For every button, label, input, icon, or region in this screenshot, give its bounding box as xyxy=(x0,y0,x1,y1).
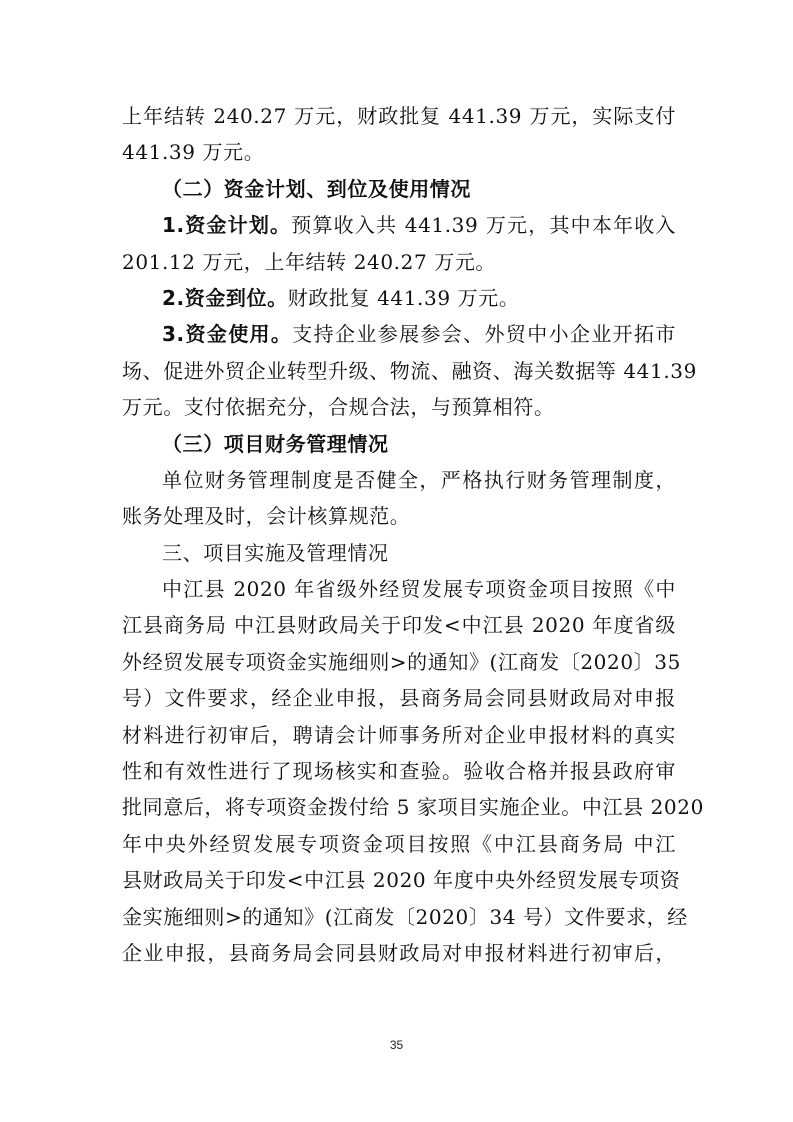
paragraph-funds-arrival: 2.资金到位。财政批复 441.39 万元。 xyxy=(162,285,520,310)
paragraph-implementation-line-2: 江县商务局 中江县财政局关于印发<中江县 2020 年度省级 xyxy=(122,613,676,638)
section-heading-funds-plan: （二）资金计划、到位及使用情况 xyxy=(162,176,471,201)
paragraph-implementation-line-7: 批同意后，将专项资金拨付给 5 家项目实施企业。中江县 2020 xyxy=(122,795,704,820)
paragraph-funds-plan-line-1: 1.资金计划。预算收入共 441.39 万元，其中本年收入 xyxy=(162,213,676,238)
paragraph-implementation-line-9: 县财政局关于印发<中江县 2020 年度中央外经贸发展专项资 xyxy=(122,868,681,893)
section-heading-financial-management: （三）项目财务管理情况 xyxy=(162,431,389,456)
paragraph-funds-use-line-2: 场、促进外贸企业转型升级、物流、融资、海关数据等 441.39 xyxy=(122,358,697,383)
funds-plan-lead: 1.资金计划。 xyxy=(162,213,292,238)
funds-use-lead: 3.资金使用。 xyxy=(162,322,293,347)
paragraph-implementation-line-1: 中江县 2020 年省级外经贸发展专项资金项目按照《中 xyxy=(162,577,676,602)
paragraph-funds-use-line-1: 3.资金使用。支持企业参展参会、外贸中小企业开拓市 xyxy=(162,322,676,347)
body-line-1: 上年结转 240.27 万元，财政批复 441.39 万元，实际支付 xyxy=(122,104,676,128)
paragraph-implementation-line-11: 企业申报，县商务局会同县财政局对申报材料进行初审后， xyxy=(122,940,676,965)
paragraph-funds-plan-line-2: 201.12 万元，上年结转 240.27 万元。 xyxy=(122,249,497,274)
paragraph-implementation-line-3: 外经贸发展专项资金实施细则>的通知》(江商发〔2020〕35 xyxy=(122,649,681,674)
paragraph-funds-use-line-3: 万元。支付依据充分，合规合法，与预算相符。 xyxy=(122,395,555,420)
chapter-heading-implementation: 三、项目实施及管理情况 xyxy=(162,540,389,565)
paragraph-financial-management-line-1: 单位财务管理制度是否健全，严格执行财务管理制度， xyxy=(162,467,676,492)
paragraph-implementation-line-6: 性和有效性进行了现场核实和查验。验收合格并报县政府审 xyxy=(122,759,676,784)
page-number: 35 xyxy=(389,1038,404,1052)
funds-arrival-lead: 2.资金到位。 xyxy=(162,285,288,310)
paragraph-financial-management-line-2: 账务处理及时，会计核算规范。 xyxy=(122,504,411,529)
paragraph-implementation-line-8: 年中央外经贸发展专项资金项目按照《中江县商务局 中江 xyxy=(122,831,676,856)
paragraph-implementation-line-10: 金实施细则>的通知》(江商发〔2020〕34 号）文件要求，经 xyxy=(122,904,688,929)
body-line-2: 441.39 万元。 xyxy=(122,140,265,165)
paragraph-implementation-line-5: 材料进行初审后，聘请会计师事务所对企业申报材料的真实 xyxy=(122,722,676,747)
document-body xyxy=(122,98,704,971)
paragraph-implementation-line-4: 号）文件要求，经企业申报，县商务局会同县财政局对申报 xyxy=(122,686,676,711)
